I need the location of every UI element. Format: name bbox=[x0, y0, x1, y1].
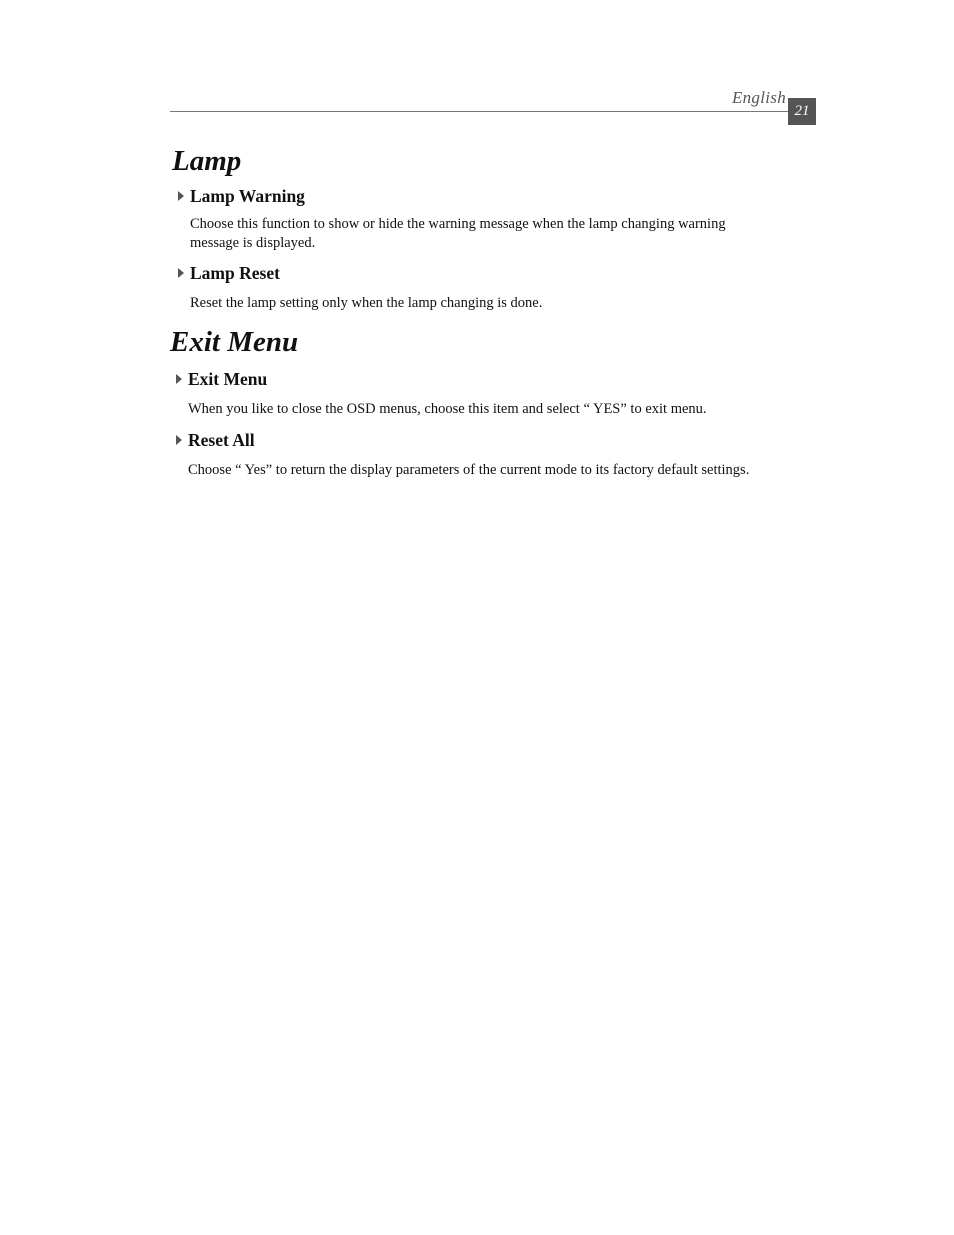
page-number: 21 bbox=[788, 98, 816, 125]
item-title-label: Lamp Warning bbox=[190, 186, 305, 206]
section-title-lamp: Lamp bbox=[172, 145, 242, 177]
triangle-bullet-icon bbox=[176, 435, 182, 445]
item-title-exit-menu bbox=[176, 369, 267, 389]
item-title-label: Lamp Reset bbox=[190, 263, 280, 283]
item-title-lamp-reset bbox=[178, 263, 280, 283]
item-text-exit-menu: When you like to close the OSD menus, choose this item and select “ YES” to exit menu. bbox=[188, 401, 707, 417]
item-text-lamp-reset: Reset the lamp setting only when the lamp changing is done. bbox=[190, 295, 543, 311]
item-text-reset-all: Choose “ Yes” to return the display parameters of the current mode to its factory default settings. bbox=[188, 462, 750, 478]
item-text-lamp-warning-line-1: Choose this function to show or hide the warning message when the lamp changing warning bbox=[190, 216, 726, 232]
header-language: English bbox=[731, 88, 786, 107]
triangle-bullet-icon bbox=[178, 191, 184, 201]
item-title-label: Exit Menu bbox=[188, 369, 268, 389]
item-title-lamp-warning bbox=[178, 186, 305, 206]
item-title-label: Reset All bbox=[188, 430, 255, 450]
item-text-lamp-warning-line-2: message is displayed. bbox=[190, 235, 316, 251]
triangle-bullet-icon bbox=[176, 374, 182, 384]
triangle-bullet-icon bbox=[178, 268, 184, 278]
item-title-reset-all bbox=[176, 430, 255, 450]
header-rule bbox=[170, 111, 788, 112]
section-title-exit-menu: Exit Menu bbox=[170, 326, 299, 358]
